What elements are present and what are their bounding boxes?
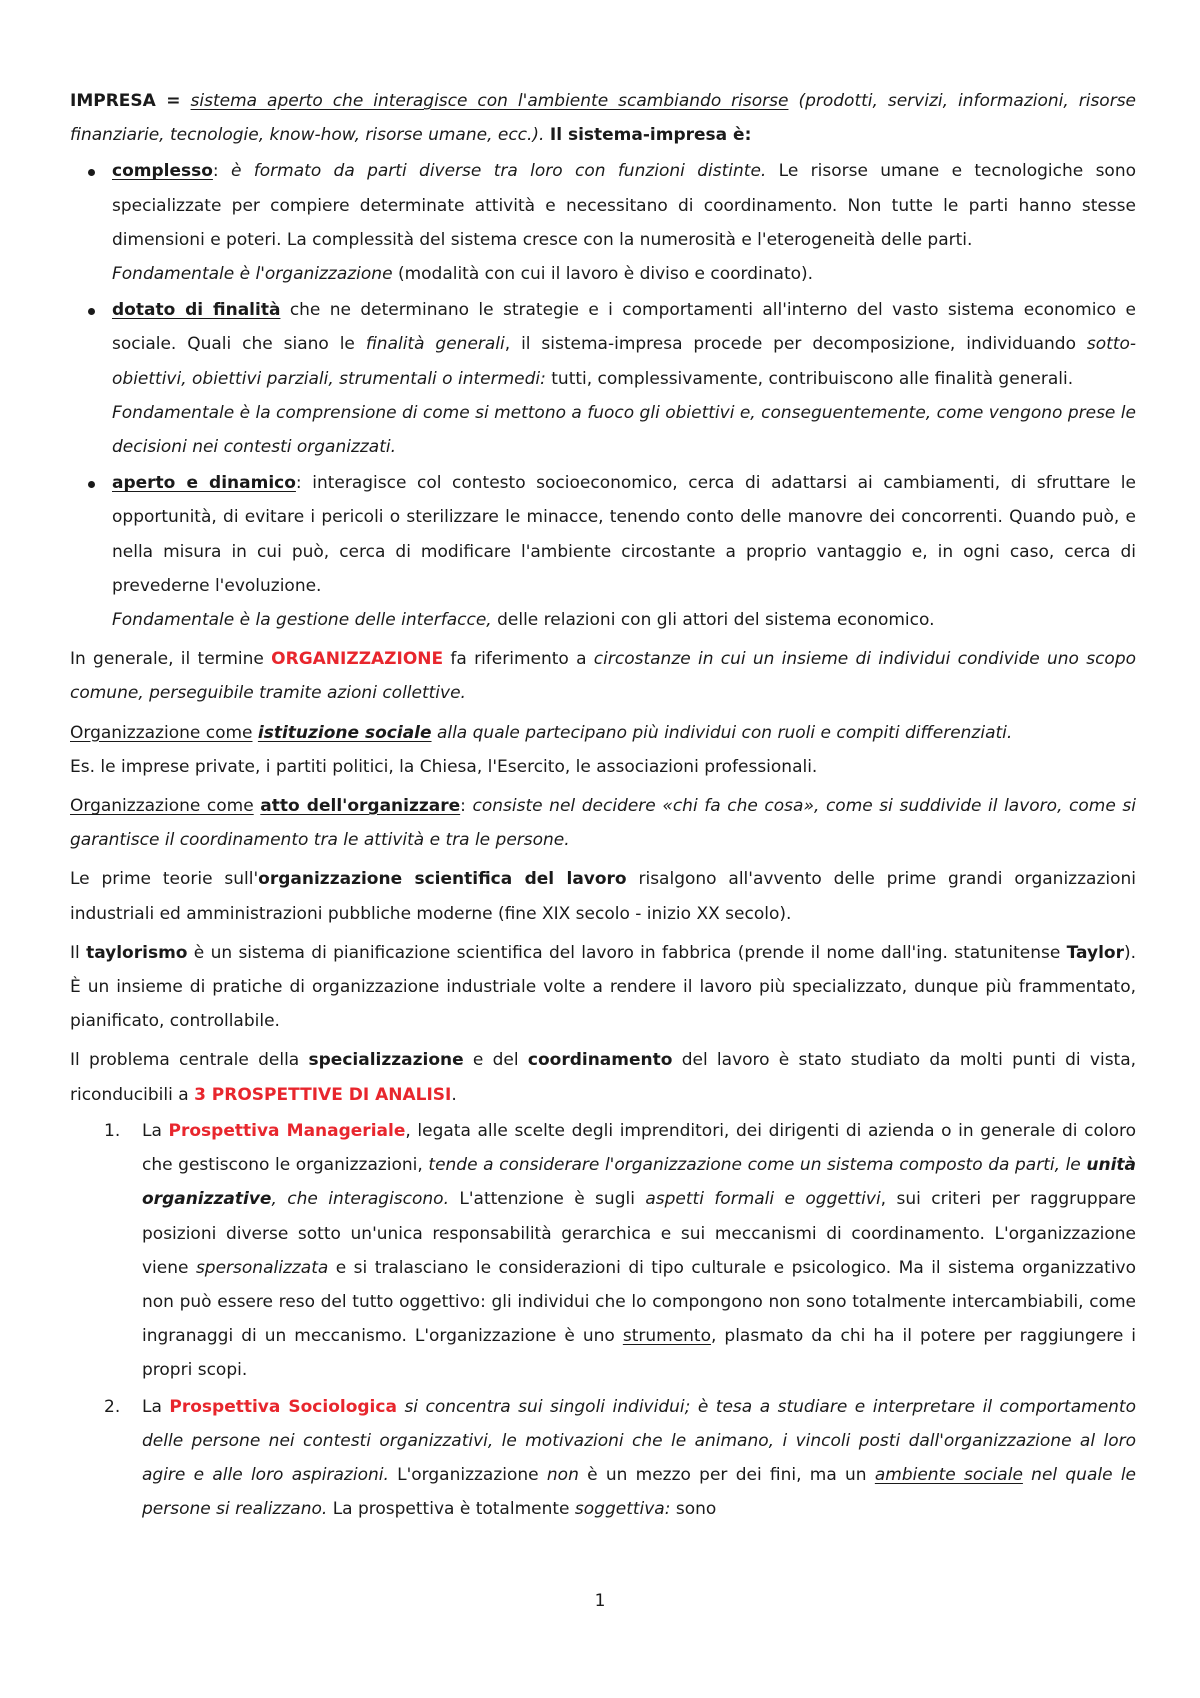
bullet-term: dotato di finalità — [112, 300, 281, 321]
prospettive-list — [70, 1114, 1136, 1526]
document-body — [70, 84, 1136, 1526]
list-number: 2. — [104, 1396, 121, 1417]
impresa-term: IMPRESA = — [70, 91, 181, 111]
highlight-term: 3 PROSPETTIVE DI ANALISI — [194, 1084, 452, 1105]
paragraph-istituzione-sociale: Organizzazione come istituzione sociale alla quale partecipano più individui con ruoli e compiti differenziati. Es. le imprese private, i partiti politici, la Chiesa, l'Esercito, le associazioni professionali. — [70, 722, 1013, 777]
highlight-term: ORGANIZZAZIONE — [271, 649, 444, 670]
bullet-term: aperto e dinamico — [112, 473, 296, 494]
impresa-definition — [70, 84, 1136, 152]
paragraph-prospettive: Il problema centrale della specializzazione e del coordinamento del lavoro è stato studiato da molti punti di vista, riconducibili a 3 PROSPETTIVE DI ANALISI. — [70, 1050, 1137, 1105]
bullet-term: complesso — [112, 161, 213, 182]
list-number: 1. — [104, 1120, 121, 1141]
impresa-properties-list — [70, 154, 1136, 637]
impresa-def: sistema aperto che interagisce con l'ambiente scambiando risorse — [190, 91, 789, 111]
paragraph-organizzazione: In generale, il termine ORGANIZZAZIONE fa riferimento a circostanze in cui un insieme di individui condivide uno scopo comune, perseguibile tramite azioni collettive. — [70, 649, 1137, 704]
list-item-manageriale: 1. La Prospettiva Manageriale, legata alle scelte degli imprenditori, dei dirigenti di azienda o in generale di coloro che gestiscono le organizzazioni, tende a considerare l'organizzazione come un sistema composto da parti, le unità organizzative, che interagiscono. L'attenzione è sugli aspetti formali e oggettivi, sui criteri per raggruppare posizioni diverse sotto un'unica responsabilità gerarchica e sui meccanismi di coordinamento. L'organizzazione viene spersonalizzata e si tralasciano le considerazioni di tipo culturale e psicologico. Ma il sistema organizzativo non può essere reso del tutto oggettivo: gli individui che lo compongono non sono totalmente intercambiabili, come ingranaggi di un meccanismo. L'organizzazione è uno strumento, plasmato da chi ha il potere per raggiungere i propri scopi. — [70, 1114, 1136, 1388]
page-number: 1 — [594, 1591, 606, 1611]
impresa-resources: (prodotti, servizi, informazioni, risorse finanziarie, tecnologie, know-how, risorse umane, ecc.). — [70, 91, 1137, 146]
list-item-complesso: complesso: è formato da parti diverse tra loro con funzioni distinte. Le risorse umane e tecnologiche sono specializzate per compiere determinate attività e necessitano di coordinamento. Non tutte le parti hanno stesse dimensioni e poteri. La complessità del sistema cresce con la numerosità e l'eterogeneità delle parti. Fondamentale è l'organizzazione (modalità con cui il lavoro è diviso e coordinato). — [70, 154, 1136, 291]
highlight-term: Prospettiva Sociologica — [169, 1396, 397, 1417]
paragraph-taylorismo: Il taylorismo è un sistema di pianificazione scientifica del lavoro in fabbrica (prende il nome dall'ing. statunitense Taylor). È un insieme di pratiche di organizzazione industriale volte a rendere il lavoro più specializzato, dunque più frammentato, pianificato, controllabile. — [70, 942, 1137, 1032]
list-item-aperto: aperto e dinamico: interagisce col contesto socioeconomico, cerca di adattarsi ai cambiamenti, di sfruttare le opportunità, di evitare i pericoli o sterilizzare le minacce, tenendo conto delle manovre dei concorrenti. Quando può, e nella misura in cui può, cerca di modificare l'ambiente circostante a proprio vantaggio e, in ogni caso, cerca di prevederne l'evoluzione. Fondamentale è la gestione delle interfacce, delle relazioni con gli attori del sistema economico. — [70, 466, 1136, 637]
paragraph-atto-organizzare: Organizzazione come atto dell'organizzare: consiste nel decidere «chi fa che cosa», come si suddivide il lavoro, come si garantisce il coordinamento tra le attività e tra le persone. — [70, 796, 1136, 851]
impresa-lead: Il sistema-impresa è: — [549, 125, 752, 146]
highlight-term: Prospettiva Manageriale — [168, 1120, 406, 1141]
bullet-icon — [88, 308, 95, 315]
paragraph-teorie: Le prime teorie sull'organizzazione scientifica del lavoro risalgono all'avvento delle prime grandi organizzazioni industriali ed amministrazioni pubbliche moderne (fine XIX secolo - inizio XX secolo). — [70, 869, 1136, 924]
bullet-icon — [88, 481, 95, 488]
list-item-sociologica: 2. La Prospettiva Sociologica si concentra sui singoli individui; è tesa a studiare e interpretare il comportamento delle persone nei contesti organizzativi, le motivazioni che le animano, i vincoli posti dall'organizzazione al loro agire e alle loro aspirazioni. L'organizzazione non è un mezzo per dei fini, ma un ambiente sociale nel quale le persone si realizzano. La prospettiva è totalmente soggettiva: sono — [70, 1390, 1136, 1527]
list-item-finalita: dotato di finalità che ne determinano le strategie e i comportamenti all'interno del vasto sistema economico e sociale. Quali che siano le finalità generali, il sistema-impresa procede per decomposizione, individuando sotto-obiettivi, obiettivi parziali, strumentali o intermedi: tutti, complessivamente, contribuiscono alle finalità generali. Fondamentale è la comprensione di come si mettono a fuoco gli obiettivi e, conseguentemente, come vengono prese le decisioni nei contesti organizzati. — [70, 293, 1136, 464]
bullet-icon — [88, 169, 95, 176]
